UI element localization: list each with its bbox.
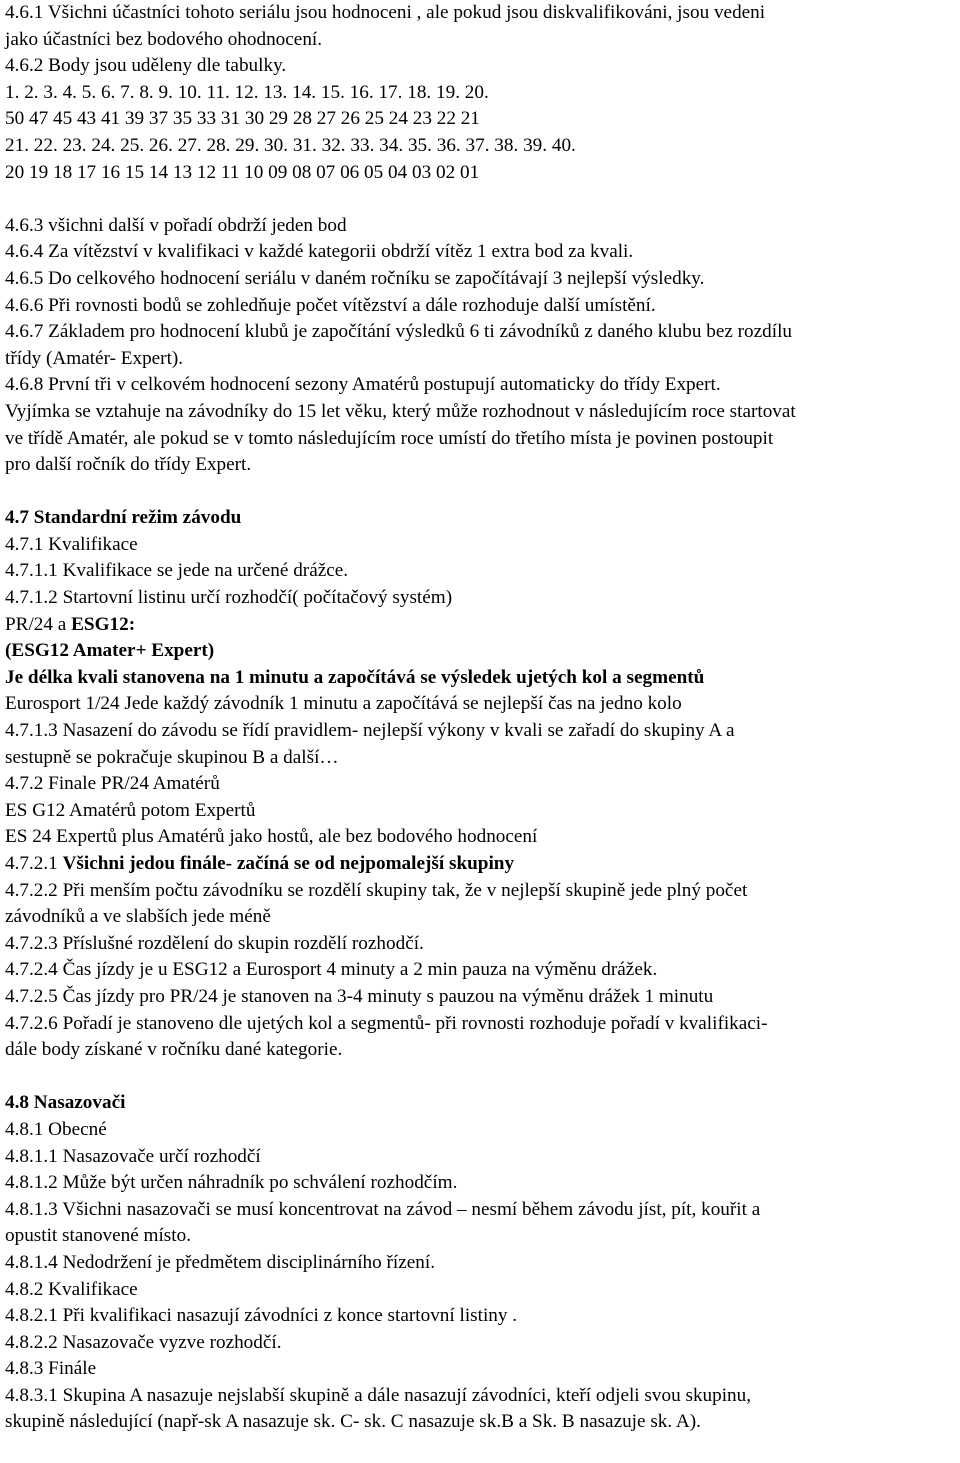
text-line: 4.6.5 Do celkového hodnocení seriálu v daném ročníku se započítávají 3 nejlepší výsledky. — [5, 267, 705, 289]
blank-line — [5, 1064, 960, 1091]
text-line: 4.8.1.4 Nedodržení je předmětem disciplinárního řízení. — [5, 1251, 435, 1273]
text-line: 4.7.2.5 Čas jízdy pro PR/24 je stanoven na 3-4 minuty s pauzou na výměnu drážek 1 minutu — [5, 985, 714, 1007]
text-line: ve třídě Amatér, ale pokud se v tomto následujícím roce umístí do třetího místa je povinen postoupit — [5, 427, 774, 449]
text-line: 4.7.2.3 Příslušné rozdělení do skupin rozdělí rozhodčí. — [5, 932, 424, 954]
text-line: opustit stanovené místo. — [5, 1225, 192, 1247]
text-line: závodníků a ve slabších jede méně — [5, 906, 271, 928]
text-line: jako účastníci bez bodového ohodnocení. — [5, 28, 323, 50]
bold-line: (ESG12 Amater+ Expert) — [5, 640, 215, 662]
points-places-row: 1. 2. 3. 4. 5. 6. 7. 8. 9. 10. 11. 12. 13. 14. 15. 16. 17. 18. 19. 20. — [5, 81, 489, 103]
text-line: sestupně se pokračuje skupinou B a další… — [5, 746, 339, 768]
text-line: 4.6.7 Základem pro hodnocení klubů je započítání výsledků 6 ti závodníků z daného klubu bez rozdílu — [5, 321, 793, 343]
text-line: Eurosport 1/24 Jede každý závodník 1 minutu a započítává se nejlepší čas na jedno kolo — [5, 693, 682, 715]
bold-fragment: Všichni jedou finále- začíná se od nejpomalejší skupiny — [62, 853, 515, 874]
text-line: 4.8.1.2 Může být určen náhradník po schválení rozhodčím. — [5, 1172, 458, 1194]
text-line: 4.8.1 Obecné — [5, 1118, 107, 1140]
text-line: 4.7.1 Kvalifikace — [5, 533, 138, 555]
text-line: pro další ročník do třídy Expert. — [5, 454, 252, 476]
text-fragment: 4.7.2.1 — [5, 853, 63, 874]
blank-line — [5, 186, 960, 213]
text-line: 4.6.4 Za vítězství v kvalifikaci v každé kategorii obdrží vítěz 1 extra bod za kvali. — [5, 241, 634, 263]
text-line: 4.7.1.1 Kvalifikace se jede na určené drážce. — [5, 560, 349, 582]
points-values-row: 50 47 45 43 41 39 37 35 33 31 30 29 28 27 26 25 24 23 22 21 — [5, 108, 480, 130]
section-heading: 4.8 Nasazovači — [5, 1092, 126, 1114]
text-line: 4.7.1.3 Nasazení do závodu se řídí pravidlem- nejlepší výkony v kvali se zařadí do skupiny A a — [5, 720, 735, 742]
text-line: dále body získané v ročníku dané kategorie. — [5, 1039, 343, 1061]
text-line: Vyjímka se vztahuje na závodníky do 15 let věku, který může rozhodnout v následujícím roce startovat — [5, 400, 796, 422]
text-line: 4.7.2 Finale PR/24 Amatérů — [5, 773, 220, 795]
blank-line — [5, 479, 960, 506]
text-line: 4.6.6 Při rovnosti bodů se zohledňuje počet vítězství a dále rozhoduje další umístění. — [5, 294, 656, 316]
text-line: 4.8.2.1 Při kvalifikaci nasazují závodníci z konce startovní listiny . — [5, 1305, 518, 1327]
text-line: 4.8.2 Kvalifikace — [5, 1278, 138, 1300]
text-line: 4.7.2.6 Pořadí je stanoveno dle ujetých kol a segmentů- při rovnosti rozhoduje pořadí v kvalifikaci- — [5, 1012, 768, 1034]
text-line: ES G12 Amatérů potom Expertů — [5, 799, 256, 821]
text-line — [5, 1436, 960, 1463]
bold-line: Je délka kvali stanovena na 1 minutu a započítává se výsledek ujetých kol a segmentů — [5, 666, 705, 688]
text-line — [5, 612, 960, 639]
text-line: 4.8.3.1 Skupina A nasazuje nejslabší skupině a dále nasazují závodníci, kteří odjeli svou skupinu, — [5, 1384, 752, 1406]
text-line: 4.8.1.3 Všichni nasazovači se musí koncentrovat na závod – nesmí během závodu jíst, pít, kouřit a — [5, 1198, 761, 1220]
text-line: 4.7.2.2 Při menším počtu závodníku se rozdělí skupiny tak, že v nejlepší skupině jede plný počet — [5, 879, 748, 901]
text-line: třídy (Amatér- Expert). — [5, 347, 184, 369]
section-heading: 4.7 Standardní režim závodu — [5, 507, 242, 529]
text-line: 4.7.2.4 Čas jízdy je u ESG12 a Eurosport 4 minuty a 2 min pauza na výměnu drážek. — [5, 959, 658, 981]
text-line: 4.6.8 První tři v celkovém hodnocení sezony Amatérů postupují automaticky do třídy Expert. — [5, 374, 721, 396]
points-places-row: 21. 22. 23. 24. 25. 26. 27. 28. 29. 30. 31. 32. 33. 34. 35. 36. 37. 38. 39. 40. — [5, 134, 576, 156]
text-line: skupině následující (např-sk A nasazuje sk. C- sk. C nasazuje sk.B a Sk. B nasazuje sk. A). — [5, 1411, 701, 1433]
text-line: 4.8.2.2 Nasazovače vyzve rozhodčí. — [5, 1331, 282, 1353]
text-line: 4.6.2 Body jsou uděleny dle tabulky. — [5, 55, 287, 77]
text-line: 4.8.1.1 Nasazovače určí rozhodčí — [5, 1145, 261, 1167]
text-line: ES 24 Expertů plus Amatérů jako hostů, ale bez bodového hodnocení — [5, 826, 538, 848]
text-fragment: PR/24 a — [5, 613, 72, 635]
text-line — [5, 851, 960, 878]
points-values-row: 20 19 18 17 16 15 14 13 12 11 10 09 08 07 06 05 04 03 02 01 — [5, 161, 480, 183]
bold-fragment: ESG12: — [71, 613, 136, 635]
text-line: 4.8.3 Finále — [5, 1358, 97, 1380]
text-line: 4.7.1.2 Startovní listinu určí rozhodčí( počítačový systém) — [5, 587, 453, 609]
text-line: 4.6.3 všichni další v pořadí obdrží jeden bod — [5, 214, 347, 236]
text-line: 4.6.1 Všichni účastníci tohoto seriálu jsou hodnoceni , ale pokud jsou diskvalifikováni, jsou vedeni — [5, 2, 766, 23]
